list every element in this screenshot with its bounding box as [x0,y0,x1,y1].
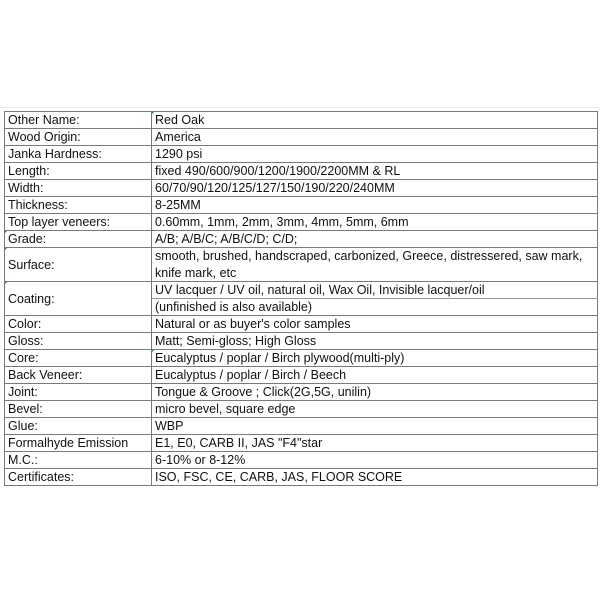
table-row-grade [5,231,598,248]
row-label[interactable]: Top layer veneers: [5,214,152,231]
row-label[interactable]: Surface: [5,248,152,282]
table-row-wood-origin [5,129,598,146]
row-value[interactable]: 0.60mm, 1mm, 2mm, 3mm, 4mm, 5mm, 6mm [152,214,598,231]
row-value[interactable]: fixed 490/600/900/1200/1900/2200MM & RL [152,163,598,180]
product-spec-table [4,111,598,486]
table-row-formaldehyde-emission [5,435,598,452]
table-row-joint [5,384,598,401]
table-row-back-veneer [5,367,598,384]
row-label[interactable]: Coating: [5,282,152,316]
table-row-gloss [5,333,598,350]
row-value[interactable]: Eucalyptus / poplar / Birch plywood(multi-ply) [152,350,598,367]
row-value-line-1[interactable]: UV lacquer / UV oil, natural oil, Wax Oil, Invisible lacquer/oil [152,282,598,299]
row-label[interactable]: Width: [5,180,152,197]
row-label[interactable]: Joint: [5,384,152,401]
row-value[interactable]: E1, E0, CARB II, JAS "F4"star [152,435,598,452]
table-row-bevel [5,401,598,418]
table-row-janka-hardness [5,146,598,163]
row-value[interactable]: America [152,129,598,146]
row-label[interactable]: Janka Hardness: [5,146,152,163]
row-value[interactable]: A/B; A/B/C; A/B/C/D; C/D; [152,231,598,248]
row-label[interactable]: Formalhyde Emission [5,435,152,452]
row-value[interactable]: 6-10% or 8-12% [152,452,598,469]
table-row-length [5,163,598,180]
table-row-mc [5,452,598,469]
row-label[interactable]: Core: [5,350,152,367]
row-label[interactable]: Grade: [5,231,152,248]
table-row-surface [5,248,598,282]
table-row-glue [5,418,598,435]
row-label[interactable]: M.C.: [5,452,152,469]
row-label[interactable]: Wood Origin: [5,129,152,146]
row-value[interactable]: Tongue & Groove ; Click(2G,5G, unilin) [152,384,598,401]
row-value[interactable]: micro bevel, square edge [152,401,598,418]
row-label[interactable]: Color: [5,316,152,333]
table-row-core [5,350,598,367]
row-value[interactable]: 60/70/90/120/125/127/150/190/220/240MM [152,180,598,197]
table-row-certificates [5,469,598,486]
row-value[interactable]: Eucalyptus / poplar / Birch / Beech [152,367,598,384]
row-label[interactable]: Length: [5,163,152,180]
row-value[interactable]: WBP [152,418,598,435]
row-label[interactable]: Other Name: [5,112,152,129]
table-row-top-layer-veneers [5,214,598,231]
row-value[interactable]: ISO, FSC, CE, CARB, JAS, FLOOR SCORE [152,469,598,486]
table-row-width [5,180,598,197]
row-value[interactable]: Natural or as buyer's color samples [152,316,598,333]
row-label[interactable]: Bevel: [5,401,152,418]
sheet-gridline [0,107,600,108]
table-row-other-name [5,112,598,129]
row-label[interactable]: Back Veneer: [5,367,152,384]
table-row-coating [5,282,598,299]
row-value[interactable]: 1290 psi [152,146,598,163]
row-value-line-2[interactable]: (unfinished is also available) [152,299,598,316]
row-label[interactable]: Glue: [5,418,152,435]
row-label[interactable]: Thickness: [5,197,152,214]
table-row-color [5,316,598,333]
row-value[interactable]: Matt; Semi-gloss; High Gloss [152,333,598,350]
row-label[interactable]: Certificates: [5,469,152,486]
row-value[interactable]: 8-25MM [152,197,598,214]
table-row-thickness [5,197,598,214]
row-value[interactable]: Red Oak [152,112,598,129]
row-label[interactable]: Gloss: [5,333,152,350]
row-value[interactable]: smooth, brushed, handscraped, carbonized, Greece, distressered, saw mark, knife mark, etc [152,248,598,282]
